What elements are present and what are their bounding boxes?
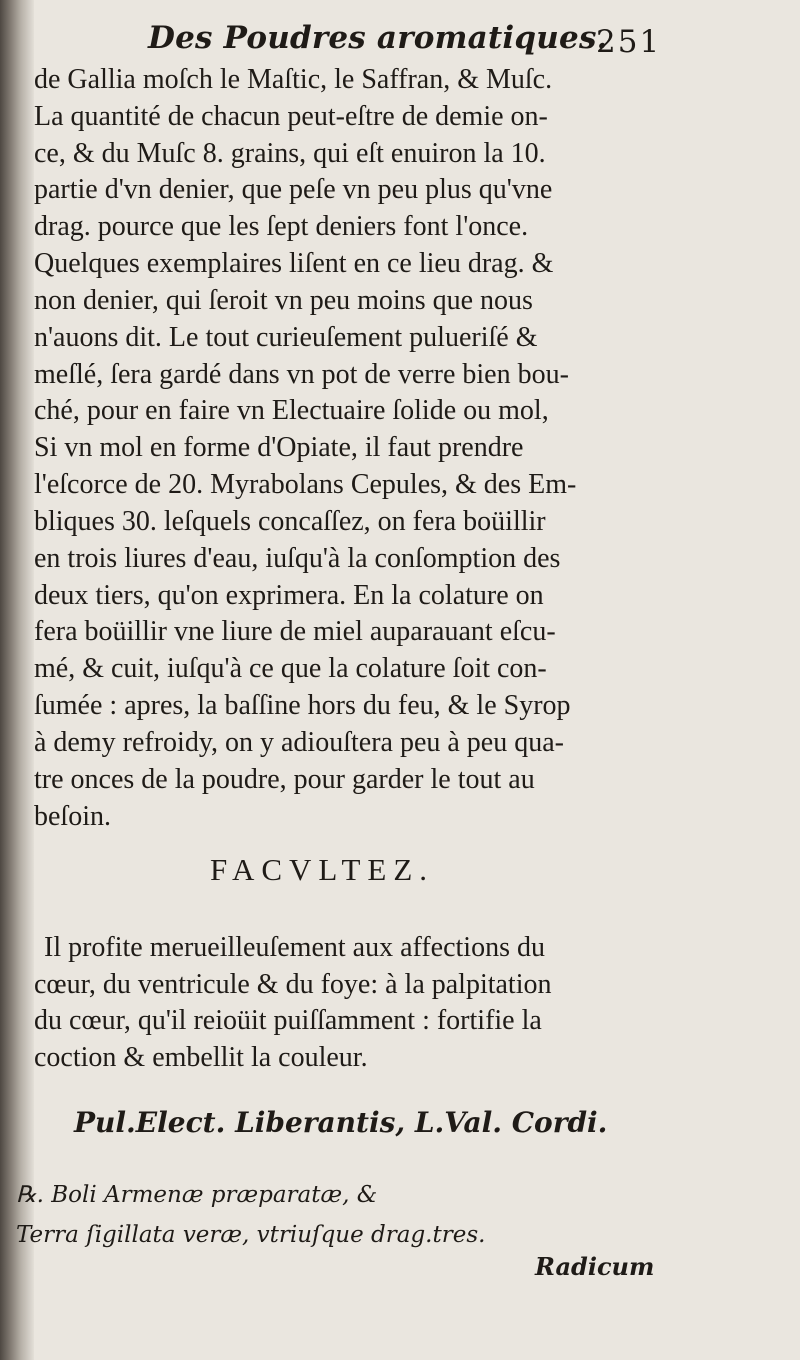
text-line: Quelques exemplaires liſent en ce lieu drag. & [34, 248, 554, 279]
text-line: meſlé, ſera gardé dans vn pot de verre bien bou- [34, 359, 569, 390]
text-line: en trois liures d'eau, iuſqu'à la conſomption des [34, 543, 561, 574]
faculty-line: Il profite merueilleuſement aux affections du [44, 932, 545, 963]
text-line: ché, pour en faire vn Electuaire ſolide ou mol, [34, 395, 549, 426]
page-number: 251 [596, 24, 662, 60]
text-line: ſumée : apres, la baſſine hors du feu, & le Syrop [34, 690, 571, 721]
faculty-line: coction & embellit la couleur. [34, 1042, 368, 1073]
recipe-line: ℞. Boli Armenæ præparatæ, & [16, 1182, 378, 1208]
text-line: non denier, qui ſeroit vn peu moins que nous [34, 285, 533, 316]
faculty-line: cœur, du ventricule & du foye: à la palpitation [34, 969, 552, 1000]
text-line: à demy refroidy, on y adiouſtera peu à peu qua- [34, 727, 564, 758]
text-line: Si vn mol en forme d'Opiate, il faut prendre [34, 432, 524, 463]
text-line: l'eſcorce de 20. Myrabolans Cepules, & des Em- [34, 469, 577, 500]
text-line: beſoin. [34, 801, 111, 832]
text-line: bliques 30. leſquels concaſſez, on fera boüillir [34, 506, 546, 537]
author-attribution: Pul.Elect. Liberantis, L.Val. Cordi. [74, 1106, 608, 1139]
text-line: ce, & du Muſc 8. grains, qui eſt enuiron la 10. [34, 138, 546, 169]
recipe-line: Terra ſigillata veræ, vtriuſque drag.tres. [16, 1222, 486, 1248]
text-line: deux tiers, qu'on exprimera. En la colature on [34, 580, 544, 611]
catchword: Radicum [535, 1252, 655, 1281]
text-line: drag. pource que les ſept deniers font l'once. [34, 211, 529, 242]
faculty-line: du cœur, qu'il reioüit puiſſamment : fortifie la [34, 1005, 542, 1036]
section-heading: FACVLTEZ. [210, 852, 435, 887]
page-gutter-shadow [0, 0, 34, 1360]
text-line: de Gallia moſch le Maſtic, le Saffran, & Muſc. [34, 64, 553, 95]
text-line: tre onces de la poudre, pour garder le tout au [34, 764, 535, 795]
text-line: mé, & cuit, iuſqu'à ce que la colature ſoit con- [34, 653, 547, 684]
text-line: n'auons dit. Le tout curieuſement pulueriſé & [34, 322, 538, 353]
text-line: La quantité de chacun peut-eſtre de demie on- [34, 101, 548, 132]
text-line: fera boüillir vne liure de miel auparauant eſcu- [34, 616, 556, 647]
text-line: partie d'vn denier, que peſe vn peu plus qu'vne [34, 174, 553, 205]
running-head: Des Poudres aromatiques. [148, 20, 608, 56]
